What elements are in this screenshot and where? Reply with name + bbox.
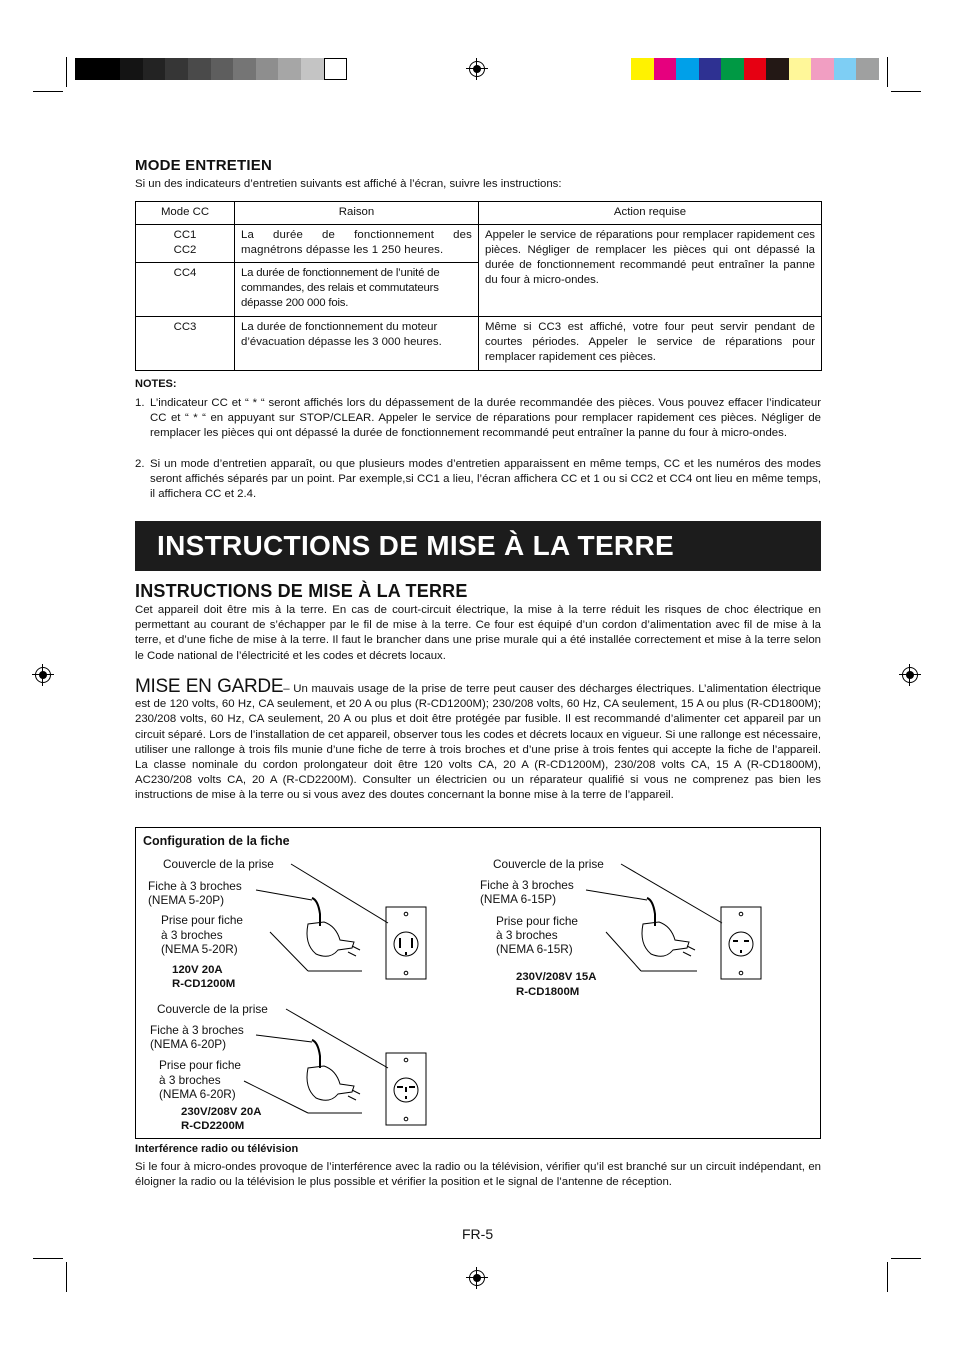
row-reason: La durée de fonctionnement du moteur d’évacuation dépasse les 3 000 heures. [235, 317, 479, 371]
maintenance-heading: MODE ENTRETIEN [135, 157, 272, 174]
color-swatch [654, 58, 677, 80]
receptacle-nema-label: (NEMA 6-15R) [496, 942, 573, 956]
grounding-body: Cet appareil doit être mis à la terre. En cas de court-circuit électrique, la mise à la terre réduit les risques de choc électrique en permettant au courant de s’échapper par le fil de mise à la terre. Ce four est équipé d’un cordon d’alimentation avec fil de mise à la terre, et d’une fiche de mise à la terre. Il faut le brancher dans une prise murale qui a été installée correctement et mise à la terre selon le Code national de l’électricité et les codes et décrets locaux. [135, 604, 821, 662]
cover-label: Couvercle de la prise [157, 1002, 268, 1016]
rating-label: 230V/208V 20A [181, 1106, 262, 1118]
plug-body [307, 1066, 354, 1100]
rating-label: 230V/208V 15A [516, 971, 597, 983]
interference-body: Si le four à micro-ondes provoque de l’interférence avec la radio ou la télévision, vérifier qu’il est branché sur un circuit indépendant, en éloigner la radio ou la télévision le plus possible et vérifier la position et le signal de l’antenne de réception. [135, 1161, 821, 1189]
model-label: R-CD1200M [172, 978, 236, 990]
row-code: CC3 [136, 317, 235, 371]
model-label: R-CD2200M [181, 1120, 245, 1132]
gray-swatch [143, 58, 166, 80]
crop-mark [891, 1258, 921, 1259]
receptacle-nema-label: (NEMA 5-20R) [161, 942, 238, 956]
grounding-heading: INSTRUCTIONS DE MISE À LA TERRE [135, 581, 468, 601]
plug-nema-label: (NEMA 6-20P) [150, 1037, 227, 1051]
receptacle-label: Prise pour fiche [161, 913, 243, 927]
row-reason: La durée de fonctionnement des magnétrons dépasse les 1 250 heures. [235, 225, 479, 263]
crop-mark [66, 1262, 67, 1292]
wall-plate [386, 907, 426, 979]
crop-mark [887, 57, 888, 87]
maintenance-intro: Si un des indicateurs d’entretien suivants est affiché à l’écran, suivre les instructions: [135, 178, 562, 190]
plug-label: Fiche à 3 broches [150, 1023, 244, 1037]
rating-label: 120V 20A [172, 964, 223, 976]
plate-screw [739, 971, 743, 975]
receptacle-label: Prise pour fiche [159, 1058, 241, 1072]
note-item [135, 457, 821, 503]
gray-swatch [165, 58, 188, 80]
plug-label: Fiche à 3 broches [480, 878, 574, 892]
row-reason: La durée de fonctionnement de l’unité de commandes, des relais et commutateurs dépasse 200 000 fois. [235, 263, 479, 317]
model-label: R-CD1800M [516, 986, 580, 998]
gray-swatch [256, 58, 279, 80]
header-mode: Mode CC [136, 202, 235, 225]
row-action: Appeler le service de réparations pour remplacer rapidement ces pièces. Négliger de remplacer les pièces qui ont dépassé la durée de fonctionnement recommandé peut entraîner la panne du four à micro-ondes. [479, 225, 822, 317]
color-swatch [789, 58, 812, 80]
crop-mark [66, 57, 67, 87]
notes-label: NOTES: [135, 378, 177, 390]
maintenance-table [135, 201, 822, 371]
plug-body [642, 922, 689, 956]
gray-swatch [324, 58, 347, 80]
figure-title: Configuration de la fiche [143, 834, 290, 848]
row-action: Même si CC3 est affiché, votre four peut servir pendant de courtes périodes. Appeler le service de réparations pour remplacer rapidement ces pièces. [479, 317, 822, 371]
color-swatch [699, 58, 722, 80]
gray-swatch [233, 58, 256, 80]
receptacle-nema-label: (NEMA 6-20R) [159, 1087, 236, 1101]
section-banner [135, 521, 821, 571]
outlet-diagram-nema-6-20 [244, 1009, 426, 1125]
outlet-diagram-nema-5-20 [256, 864, 426, 979]
color-swatch [676, 58, 699, 80]
plug-body [307, 922, 354, 956]
crop-mark [891, 91, 921, 92]
note-number: 1. [135, 397, 145, 409]
registration-mark-left [35, 667, 51, 683]
plate-screw [404, 1058, 408, 1062]
crop-mark [887, 1262, 888, 1292]
color-swatch [811, 58, 834, 80]
header-action: Action requise [479, 202, 822, 225]
gray-swatch [188, 58, 211, 80]
color-swatch [721, 58, 744, 80]
plate-screw [404, 912, 408, 916]
color-swatch [834, 58, 857, 80]
table-row [136, 317, 822, 371]
table-row [136, 225, 822, 263]
plug-nema-label: (NEMA 6-15P) [480, 892, 557, 906]
row-code: CC4 [136, 263, 235, 317]
row-code: CC1 CC2 [136, 225, 235, 263]
plug-configuration-figure [135, 827, 821, 1139]
wall-plate [721, 907, 761, 979]
note-text: L’indicateur CC et “ * “ seront affichés lors du dépassement de la durée recommandée des pièces. Vous pouvez effacer l’indicateur CC et “ * “ en appuyant sur STOP/CLEAR. Appeler le service de réparations pour remplacer rapidement ces pièces. Négliger de remplacer les pièces qui ont dépassé la durée de fonctionnement recommandé peut entraîner la panne du four à micro-ondes. [150, 397, 821, 440]
note-number: 2. [135, 458, 145, 470]
gray-swatch [301, 58, 324, 80]
warning-paragraph [135, 676, 821, 804]
outlet-diagram-nema-6-15 [586, 864, 761, 979]
gray-swatch [98, 58, 121, 80]
banner-title: INSTRUCTIONS DE MISE À LA TERRE [157, 530, 674, 561]
registration-mark-top [469, 61, 485, 77]
warning-title: MISE EN GARDE [135, 676, 284, 697]
plug-diagram-drawing [136, 828, 820, 1138]
warning-body: – Un mauvais usage de la prise de terre peut causer des décharges électriques. L’alimentation électrique est de 120 volts, 60 Hz, CA seulement, et 20 A ou plus (R-CD1200M); 230/208 volts, 60 Hz, CA seulement, 15 A ou plus (R-CD1800M); 230/208 volts, 60 Hz, CA seulement, 20 A ou plus et doit être protégée par fusible. Il est recommandé d’alimenter cet appareil par un circuit séparé. Lors de l’installation de cet appareil, observer tous les codes et décrets locaux en vigueur. Si une rallonge est nécessaire, utiliser une rallonge à trois fils munie d’une fiche de terre à trois broches et d’une prise à trois fentes qui accepte la fiche de l’appareil. La classe nominale du cordon prolongateur doit être 120 volts CA, 20 A (R-CD1200M), 230/208 volts CA, 15 A (R-CD1800M), AC230/208 volts CA, 20 A (R-CD2200M). Consulter un électricien ou un réparateur qualifié si vous ne comprenez pas bien les instructions de mise à la terre ou si vous avez des doutes concernant la bonne mise à la terre de l’appareil. [135, 683, 821, 802]
plate-screw [404, 971, 408, 975]
crop-mark [33, 1258, 63, 1259]
receptacle-label: Prise pour fiche [496, 914, 578, 928]
receptacle-label-2: à 3 broches [159, 1073, 221, 1087]
receptacle-label-2: à 3 broches [161, 928, 223, 942]
page-number: FR-5 [462, 1226, 494, 1242]
crop-mark [33, 91, 63, 92]
color-swatch [744, 58, 767, 80]
gray-swatch [120, 58, 143, 80]
registration-mark-right [902, 667, 918, 683]
plug-label: Fiche à 3 broches [148, 879, 242, 893]
plate-screw [404, 1117, 408, 1121]
color-swatch [766, 58, 789, 80]
interference-heading: Interférence radio ou télévision [135, 1143, 299, 1155]
cover-label: Couvercle de la prise [163, 857, 274, 871]
plug-nema-label: (NEMA 5-20P) [148, 893, 225, 907]
gray-swatch [211, 58, 234, 80]
cover-label: Couvercle de la prise [493, 857, 604, 871]
note-text: Si un mode d’entretien apparaît, ou que plusieurs modes d’entretien apparaissent en même temps, CC et les numéros des modes seront affichés séparés par un point. Par exemple,si CC1 a lieu, l’écran affichera CC et 1 ou si CC2 et CC4 ont lieu en même temps, il affichera CC et 2.4. [150, 458, 821, 501]
color-swatch [856, 58, 879, 80]
color-swatch [631, 58, 654, 80]
receptacle-label-2: à 3 broches [496, 928, 558, 942]
note-item [135, 396, 821, 442]
gray-swatch [278, 58, 301, 80]
header-reason: Raison [235, 202, 479, 225]
registration-mark-bottom [469, 1270, 485, 1286]
plate-screw [739, 912, 743, 916]
table-header-row [136, 202, 822, 225]
gray-swatch [75, 58, 98, 80]
